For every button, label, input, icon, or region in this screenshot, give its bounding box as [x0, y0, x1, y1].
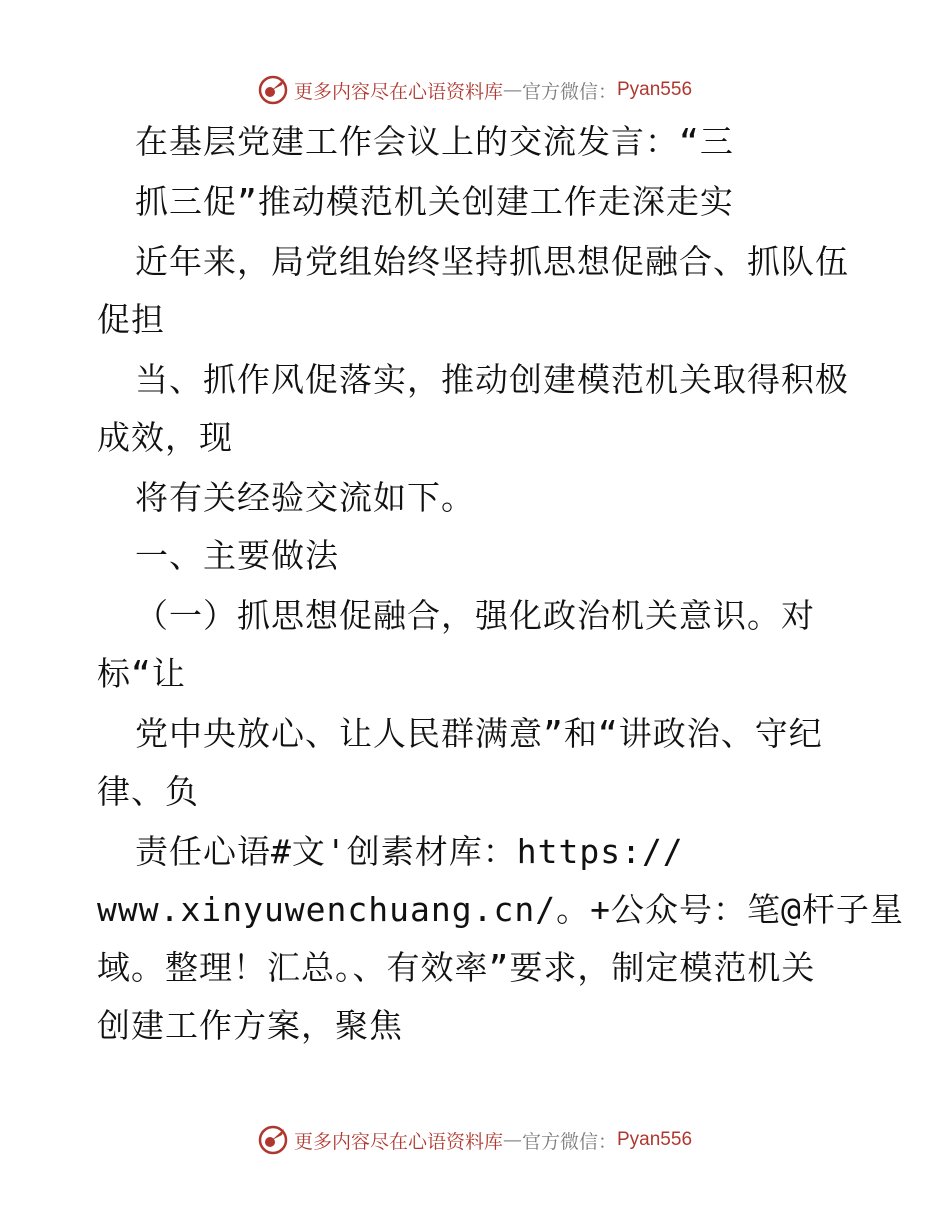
doc-line: 党中央放心、让人民群满意”和“讲政治、守纪 [135, 714, 823, 753]
doc-line: 促担 [97, 300, 165, 339]
quill-seal-icon [258, 75, 288, 105]
doc-line: 责任心语#文'创素材库：https:// [135, 832, 684, 871]
doc-line: 域。整理！汇总。、有效率”要求，制定模范机关 [97, 948, 816, 987]
section-heading: 一、主要做法 [135, 536, 339, 575]
doc-line: 当、抓作风促落实，推动创建模范机关取得积极 [135, 360, 849, 399]
watermark-wechat-id: Pyan556 [617, 1129, 693, 1150]
doc-line: 成效，现 [97, 418, 233, 457]
doc-line: 创建工作方案，聚焦 [97, 1006, 403, 1045]
watermark-brand: 更多内容尽在心语资料库 [293, 1130, 503, 1153]
doc-title-line-1: 在基层党建工作会议上的交流发言：“三 [135, 122, 734, 161]
subsection-heading: （一）抓思想促融合，强化政治机关意识。对 [135, 596, 815, 635]
quill-seal-icon [258, 1125, 288, 1155]
doc-line: 将有关经验交流如下。 [135, 478, 475, 517]
watermark-wechat-id: Pyan556 [617, 79, 693, 100]
watermark-official-label: 官方微信： [521, 1130, 617, 1153]
doc-title-line-2: 抓三促”推动模范机关创建工作走深走实 [135, 182, 734, 221]
doc-line: 近年来，局党组始终坚持抓思想促融合、抓队伍 [135, 242, 849, 281]
watermark-brand: 更多内容尽在心语资料库 [293, 80, 503, 103]
watermark-dash: — [502, 79, 522, 101]
watermark-dash: — [502, 1129, 522, 1151]
doc-line: 标“让 [97, 654, 186, 693]
header-watermark [0, 70, 950, 110]
doc-line: 律、负 [97, 772, 199, 811]
watermark-official-label: 官方微信： [521, 80, 617, 103]
doc-line: www.xinyuwenchuang.cn/。+公众号：笔@杆子星 [97, 890, 904, 929]
footer-watermark [0, 1120, 950, 1160]
